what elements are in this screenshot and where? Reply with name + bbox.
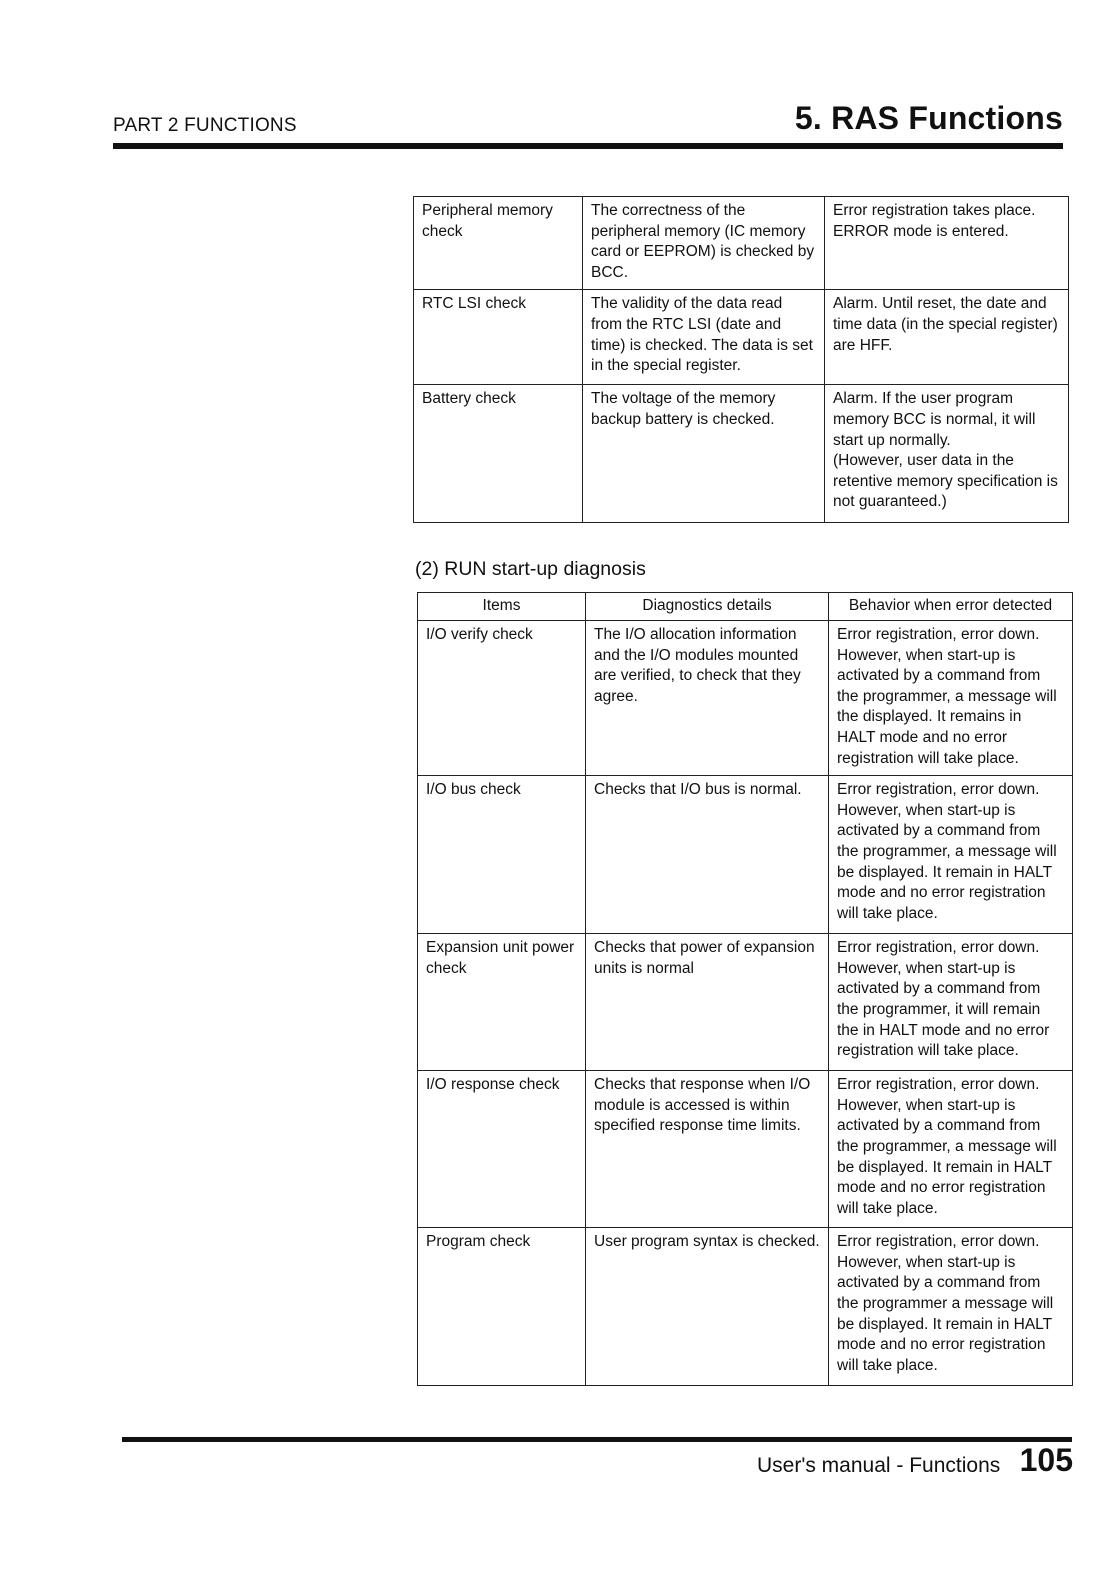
item-cell: Program check — [418, 1228, 586, 1386]
item-cell: I/O response check — [418, 1071, 586, 1228]
item-cell: I/O verify check — [418, 621, 586, 776]
behavior-cell: Error registration, error down. However, when start-up is activated by a command from the programmer, it will remain the in HALT mode and no error registration will take place. — [829, 934, 1073, 1071]
details-cell: The voltage of the memory backup battery is checked. — [583, 385, 825, 523]
table-row — [414, 385, 1069, 523]
table-row — [414, 290, 1069, 385]
details-cell: The validity of the data read from the RTC LSI (date and time) is checked. The data is set in the special register. — [583, 290, 825, 385]
item-cell: I/O bus check — [418, 776, 586, 934]
item-cell: Battery check — [414, 385, 583, 523]
behavior-cell: Error registration, error down. However, when start-up is activated by a command from the programmer, a message will the displayed. It remains in HALT mode and no error registration will take place. — [829, 621, 1073, 776]
peripheral-checks-table — [413, 196, 1069, 523]
behavior-cell: Error registration, error down. However, when start-up is activated by a command from the programmer, a message will be displayed. It remain in HALT mode and no error registration will take place. — [829, 1071, 1073, 1228]
page-number: 105 — [1019, 1442, 1073, 1478]
column-header-details: Diagnostics details — [586, 593, 829, 621]
details-cell: Checks that response when I/O module is accessed is within specified response time limits. — [586, 1071, 829, 1228]
header-rule — [113, 143, 1063, 149]
table-row — [418, 621, 1073, 776]
details-cell: User program syntax is checked. — [586, 1228, 829, 1386]
run-startup-diagnosis-table — [417, 592, 1073, 1386]
chapter-title: 5. RAS Functions — [794, 100, 1063, 136]
behavior-cell: Error registration, error down. However, when start-up is activated by a command from the programmer a message will be displayed. It remain in HALT mode and no error registration will take place. — [829, 1228, 1073, 1386]
table-row — [418, 1228, 1073, 1386]
column-header-behavior: Behavior when error detected — [829, 593, 1073, 621]
footer-manual-title: User's manual - Functions — [757, 1454, 1001, 1477]
details-cell: The correctness of the peripheral memory (IC memory card or EEPROM) is checked by BCC. — [583, 197, 825, 290]
table-row — [418, 934, 1073, 1071]
table-row — [418, 1071, 1073, 1228]
details-cell: Checks that power of expansion units is normal — [586, 934, 829, 1071]
details-cell: Checks that I/O bus is normal. — [586, 776, 829, 934]
table-row — [418, 776, 1073, 934]
item-cell: Peripheral memory check — [414, 197, 583, 290]
section-heading: (2) RUN start-up diagnosis — [415, 558, 646, 580]
table-row — [414, 197, 1069, 290]
table-header-row — [418, 593, 1073, 621]
behavior-cell: Alarm. Until reset, the date and time data (in the special register) are HFF. — [825, 290, 1069, 385]
behavior-cell: Error registration, error down. However, when start-up is activated by a command from the programmer, a message will be displayed. It remain in HALT mode and no error registration will take place. — [829, 776, 1073, 934]
footer-rule — [122, 1437, 1072, 1442]
behavior-cell: Alarm. If the user program memory BCC is normal, it will start up normally. (However, user data in the retentive memory specification is not guaranteed.) — [825, 385, 1069, 523]
behavior-cell: Error registration takes place. ERROR mode is entered. — [825, 197, 1069, 290]
column-header-items: Items — [418, 593, 586, 621]
part-label: PART 2 FUNCTIONS — [113, 115, 297, 136]
item-cell: RTC LSI check — [414, 290, 583, 385]
details-cell: The I/O allocation information and the I/O modules mounted are verified, to check that they agree. — [586, 621, 829, 776]
item-cell: Expansion unit power check — [418, 934, 586, 1071]
